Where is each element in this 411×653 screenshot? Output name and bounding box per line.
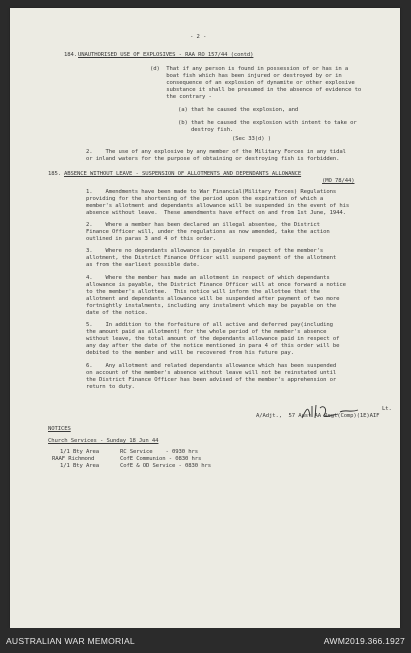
item-185-p3-line: allotment, the District Finance Officer will suspend payment of the allotment (86, 255, 337, 261)
item-185-p6-line: on account of the member's absence without leave will not be reinstated until (86, 370, 337, 376)
item-184-para-d-line: boat fish which has been injured or destroyed by or in (150, 73, 342, 79)
archive-reference: AWM2019.366.1927 (323, 636, 405, 646)
item-184-section-ref: (Sec 33(d) ) (232, 136, 271, 142)
item-185-p6-line: return to duty. (86, 384, 135, 390)
item-184-para-2-line: or inland waters for the purpose of obtaining or destroying fish is forbidden. (86, 156, 340, 162)
item-185-p4-line: date of the notice. (86, 310, 148, 316)
item-185-p5-line: 5. In addition to the forfeiture of all active and deferred pay(including (86, 322, 333, 328)
signature-line: A/Adjt., 57 Aust AA Regt(Comp)(1E)AIF (256, 413, 380, 419)
item-185-heading: ABSENCE WITHOUT LEAVE - SUSPENSION OF ALLOTMENTS AND DEPENDANTS ALLOWANCE (64, 171, 302, 177)
item-184-para-d-line: substance it shall be presumed in the absence of evidence to (150, 87, 362, 93)
item-185-heading-ref: (MO 78/44) (322, 178, 355, 184)
item-185-p1-line: member's allotment and dependants allowance will be suspended in the event of his (86, 203, 350, 209)
item-184-para-2-line: 2. The use of any explosive by any member of the Military Forces in any tidal (86, 149, 346, 155)
page-number-mark: - 2 - (190, 34, 207, 40)
notice-row-service: CofE & OD Service - 0830 hrs (120, 463, 211, 469)
item-185-p1-line: providing for the shortening of the period upon the expiration of which a (86, 196, 324, 202)
item-185-p4-line: fortnightly instalments, including any instalment which may be payable on the (86, 303, 337, 309)
item-184-sub-b-line: destroy fish. (178, 127, 234, 133)
item-184-sub-a: (a) that he caused the explosion, and (178, 107, 299, 113)
item-185-p5-line: the amount paid as allotment) for the whole period of the member's absence (86, 329, 327, 335)
document-page (10, 8, 400, 628)
item-185-p3-line: as from the earliest possible date. (86, 262, 200, 268)
archive-name: AUSTRALIAN WAR MEMORIAL (6, 636, 135, 646)
item-184-para-d-line: the contrary - (150, 94, 212, 100)
item-185-p2-line: outlined in paras 3 and 4 of this order. (86, 236, 216, 242)
archive-footer-bar (0, 628, 411, 653)
item-184-number: 184. (64, 52, 77, 58)
item-185-p2-line: Finance Officer will, under the regulations as now amended, take the action (86, 229, 330, 235)
item-185-p5-line: any day after the date of the notice mentioned in para 4 of this order will be (86, 343, 340, 349)
item-184-sub-b-line: (b) that he caused the explosion with intent to take or (178, 120, 357, 126)
item-185-p2-line: 2. Where a member has been declared an illegal absentee, the District (86, 222, 320, 228)
item-185-p6-line: 6. Any allotment and related dependants allowance which has been suspended (86, 363, 337, 369)
item-185-p4-line: 4. Where the member has made an allotment in respect of which dependants (86, 275, 330, 281)
item-185-p6-line: the District Finance Officer has been advised of the member's apprehension or (86, 377, 337, 383)
item-185-p1-line: 1. Amendments have been made to War Financial(Military Forces) Regulations (86, 189, 337, 195)
item-184-para-d-line: consequence of an explosion of dynamite or other explosive (150, 80, 355, 86)
signature-rank: Lt. (382, 406, 392, 412)
item-184-para-d-line: (d) That if any person is found in possession of or has in a (150, 66, 349, 72)
item-185-p4-line: to the member's allottee. This notice will inform the allottee that the (86, 289, 320, 295)
notice-row-service: CofE Communion - 0830 hrs (120, 456, 202, 462)
item-185-number: 185. (48, 171, 61, 177)
notice-row-unit: 1/1 Bty Area (60, 463, 99, 469)
notice-row-unit: RAAF Richmond (52, 456, 95, 462)
item-185-p1-line: absence without leave. These amendments have effect on and from 1st June, 1944. (86, 210, 346, 216)
item-185-p5-line: debited to the member and will be recovered from his future pay. (86, 350, 294, 356)
item-185-p4-line: allowance is payable, the District Finance Officer will at once forward a notice (86, 282, 346, 288)
item-184-heading: UNAUTHORISED USE OF EXPLOSIVES - RAA RO 157/44 (contd) (78, 52, 254, 58)
notices-heading: NOTICES (48, 426, 71, 432)
item-185-p4-line: allotment and dependants allowance will be suspended after payment of two more (86, 296, 340, 302)
notice-row-unit: 1/1 Bty Area (60, 449, 99, 455)
item-185-p5-line: without leave, the total amount of the dependants allowance paid in respect of (86, 336, 340, 342)
notice-row-service: RC Service - 0930 hrs (120, 449, 198, 455)
church-services-heading: Church Services - Sunday 18 Jun 44 (48, 438, 159, 444)
item-185-p3-line: 3. Where no dependants allowance is payable in respect of the member's (86, 248, 324, 254)
